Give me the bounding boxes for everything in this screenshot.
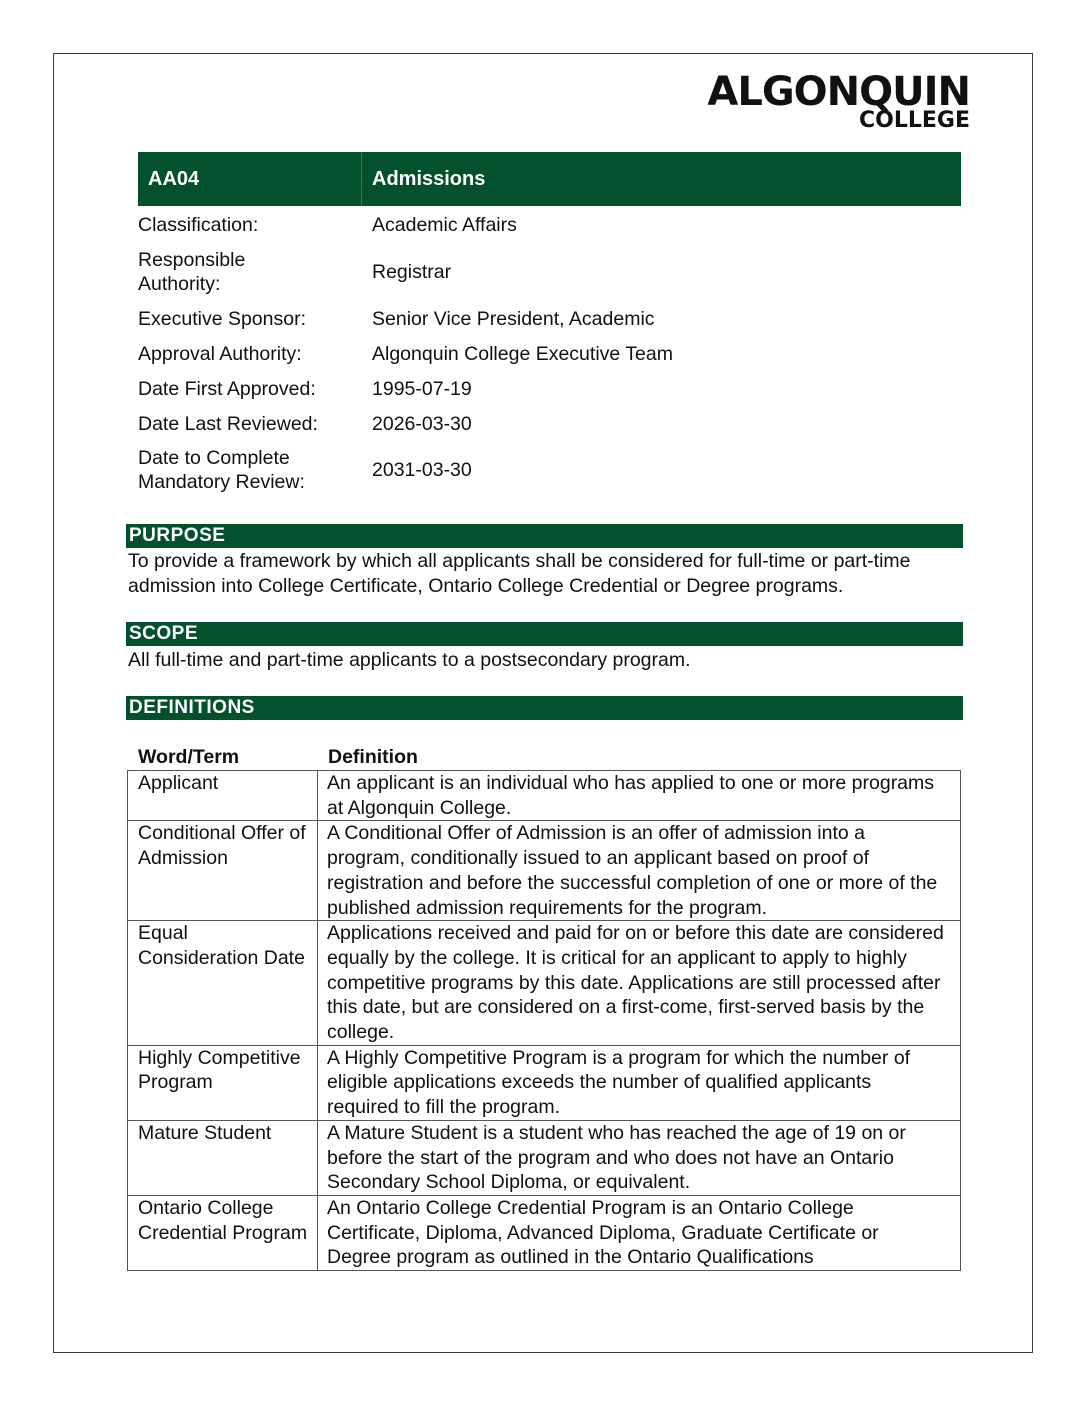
meta-label: Date to Complete Mandatory Review: — [138, 447, 305, 493]
meta-value: 2026-03-30 — [372, 412, 472, 435]
definition-cell: Applications received and paid for on or before this date are considered equally by the college. It is critical for an applicant to apply to highly competitive programs by this date. Applications are still processed after this date, but are considered on a first-come, first-served basis by the college. — [318, 921, 961, 1046]
scope-text: All full-time and part-time applicants to a postsecondary program. — [128, 649, 691, 671]
meta-row-approval-authority — [138, 336, 961, 371]
policy-title: Admissions — [372, 168, 486, 190]
column-header-definition: Definition — [328, 746, 418, 768]
table-row — [128, 1120, 961, 1195]
meta-row-executive-sponsor — [138, 301, 961, 336]
definitions-heading: DEFINITIONS — [126, 696, 963, 720]
meta-row-mandatory-review — [138, 441, 961, 499]
meta-row-responsible-authority — [138, 243, 961, 301]
policy-code: AA04 — [148, 168, 200, 190]
purpose-heading: PURPOSE — [126, 524, 963, 548]
term-cell: Applicant — [128, 771, 318, 821]
term-cell: Highly Competitive Program — [128, 1045, 318, 1120]
term-cell: Equal Consideration Date — [128, 921, 318, 1046]
meta-label: Date Last Reviewed: — [138, 412, 318, 435]
term-cell: Ontario College Credential Program — [128, 1195, 318, 1270]
definition-cell: A Mature Student is a student who has reached the age of 19 on or before the start of the program and who does not have an Ontario Secondary School Diploma, or equivalent. — [318, 1120, 961, 1195]
definition-cell: A Conditional Offer of Admission is an offer of admission into a program, conditionally issued to an applicant based on proof of registration and before the successful completion of one or more of the published admission requirements for the program. — [318, 821, 961, 921]
definition-cell: A Highly Competitive Program is a program for which the number of eligible applications exceeds the number of qualified applicants required to fill the program. — [318, 1045, 961, 1120]
meta-label: Executive Sponsor: — [138, 307, 307, 330]
column-header-term: Word/Term — [138, 746, 240, 768]
logo-subtitle: COLLEGE — [859, 108, 970, 133]
logo-wordmark: ALGONQUIN — [707, 69, 970, 115]
meta-row-date-first-approved — [138, 371, 961, 406]
purpose-text: To provide a framework by which all applicants shall be considered for full-time or part-time admission into College Certificate, Ontario College Credential or Degree programs. — [128, 550, 911, 597]
meta-row-classification — [138, 206, 961, 243]
meta-row-date-last-reviewed — [138, 406, 961, 441]
scope-heading: SCOPE — [126, 622, 963, 646]
meta-label: Responsible Authority: — [138, 249, 246, 295]
table-row — [128, 1195, 961, 1270]
meta-value: 2031-03-30 — [372, 459, 472, 481]
table-row — [128, 821, 961, 921]
meta-label: Date First Approved: — [138, 377, 316, 400]
table-row — [128, 1045, 961, 1120]
definition-cell: An applicant is an individual who has applied to one or more programs at Algonquin College. — [318, 771, 961, 821]
policy-header-bar — [138, 152, 961, 206]
meta-value: Senior Vice President, Academic — [372, 307, 655, 330]
meta-value: 1995-07-19 — [372, 377, 472, 400]
meta-label: Approval Authority: — [138, 342, 302, 365]
term-cell: Conditional Offer of Admission — [128, 821, 318, 921]
meta-value: Registrar — [372, 261, 452, 283]
table-row — [128, 771, 961, 821]
term-cell: Mature Student — [128, 1120, 318, 1195]
definition-cell: An Ontario College Credential Program is an Ontario College Certificate, Diploma, Advanced Diploma, Graduate Certificate or Degree program as outlined in the Ontario Qualifications — [318, 1195, 961, 1270]
policy-meta-table — [138, 206, 961, 499]
meta-value: Academic Affairs — [372, 213, 517, 236]
header-divider — [361, 152, 362, 206]
meta-label: Classification: — [138, 213, 259, 236]
meta-value: Algonquin College Executive Team — [372, 342, 673, 365]
algonquin-college-logo — [707, 69, 970, 134]
definitions-table — [127, 770, 961, 1271]
table-row — [128, 921, 961, 1046]
